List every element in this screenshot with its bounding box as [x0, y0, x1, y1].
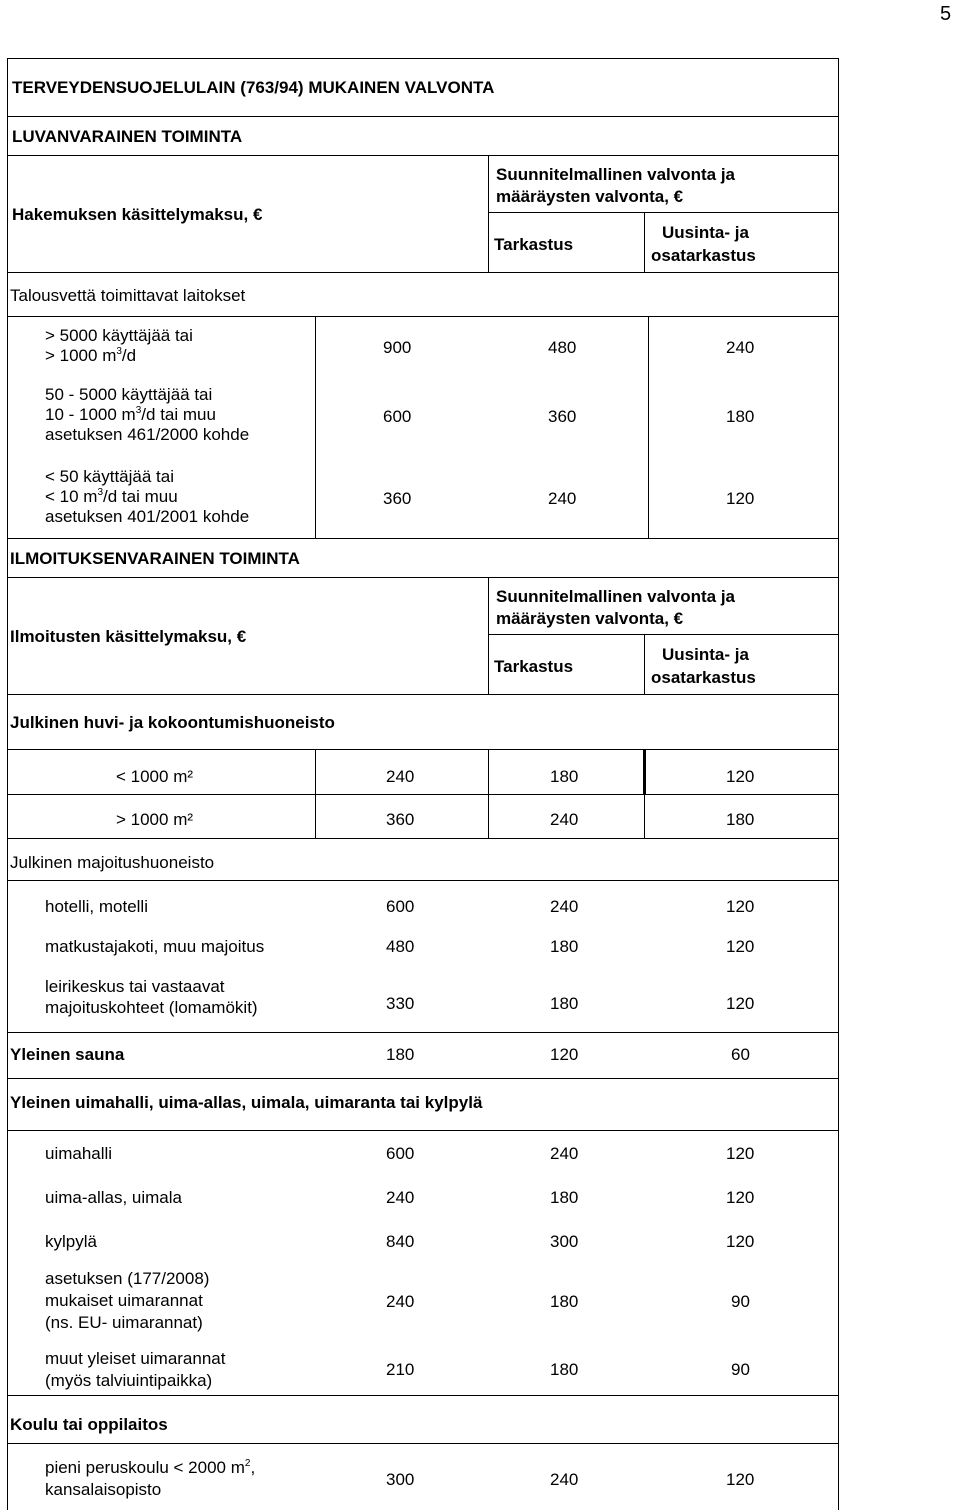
row-value-uusinta: 90 — [731, 1360, 750, 1379]
row-value-tarkastus: 240 — [548, 489, 577, 508]
header-valvonta-1b: Suunnitelmallinen valvonta ja — [496, 587, 735, 606]
row-value-tarkastus: 180 — [550, 1188, 579, 1207]
row-label-line: > 1000 $m^3/d$ — [45, 346, 137, 365]
section-huvi: Julkinen huvi- ja kokoontumishuoneisto — [10, 713, 335, 732]
row-value-hakemus: 900 — [383, 338, 412, 357]
row-value-uusinta: 120 — [726, 1144, 755, 1163]
header-uusinta-1: Uusinta- ja — [662, 223, 749, 242]
row-value-tarkastus: 180 — [550, 994, 579, 1013]
row-value-kasittely: 300 — [386, 1470, 415, 1489]
row-label — [45, 326, 193, 366]
row-value-hakemus: 360 — [383, 489, 412, 508]
row-label — [45, 1187, 182, 1209]
row-label-line: asetuksen 401/2001 kohde — [45, 507, 250, 526]
header-tarkastus: Tarkastus — [494, 235, 574, 254]
ilmoitus-label: Ilmoitusten käsittelymaksu, € — [10, 627, 247, 646]
row-value-uusinta: 120 — [726, 897, 755, 916]
row-label — [45, 467, 249, 527]
huvi-label: > 1000 m² — [116, 810, 194, 829]
row-value-hakemus: 600 — [383, 407, 412, 426]
huvi-uusinta: 180 — [726, 810, 755, 829]
section-talousvesi: Talousvettä toimittavat laitokset — [10, 286, 246, 305]
row-value-uusinta: 120 — [726, 1232, 755, 1251]
row-value-kasittely: 210 — [386, 1360, 415, 1379]
row-label — [45, 385, 249, 445]
row-label-line: majoituskohteet (lomamökit) — [45, 998, 258, 1017]
row-label-line: matkustajakoti, muu majoitus — [45, 937, 265, 956]
section-uimahalli: Yleinen uimahalli, uima-allas, uimala, uimaranta tai kylpylä — [10, 1093, 483, 1112]
row-value-kasittely: 480 — [386, 937, 415, 956]
hakemus-label: Hakemuksen käsittelymaksu, € — [12, 205, 263, 224]
row-label — [45, 1143, 112, 1165]
huvi-uusinta: 120 — [726, 767, 755, 786]
row-label — [45, 1348, 225, 1392]
row-value-tarkastus: 480 — [548, 338, 577, 357]
section-luvanvarainen: LUVANVARAINEN TOIMINTA — [12, 127, 243, 146]
row-value-uusinta: 120 — [726, 937, 755, 956]
section-koulu: Koulu tai oppilaitos — [10, 1415, 168, 1434]
row-label-line: asetuksen (177/2008) — [45, 1269, 210, 1288]
row-label-line: muut yleiset uimarannat — [45, 1349, 226, 1368]
row-label-line: (ns. EU- uimarannat) — [45, 1313, 203, 1332]
row-label-line: mukaiset uimarannat — [45, 1291, 203, 1310]
row-label — [45, 1231, 97, 1253]
row-label — [45, 1268, 209, 1334]
section-ilmoitus: ILMOITUKSENVARAINEN TOIMINTA — [10, 549, 300, 568]
row-label-line: < 50 käyttäjää tai — [45, 467, 175, 486]
huvi-tarkastus: 240 — [550, 810, 579, 829]
page-number: 5 — [940, 3, 952, 25]
row-label-line: pieni peruskoulu < 2000 $m^2$, — [45, 1458, 256, 1477]
row-value-uusinta: 120 — [726, 1470, 755, 1489]
row-value-tarkastus: 240 — [550, 1144, 579, 1163]
row-value-tarkastus: 240 — [550, 897, 579, 916]
row-label-line: kansalaisopisto — [45, 1480, 162, 1499]
row-label-line: < 10 $m^3/d$ tai muu — [45, 487, 178, 506]
row-label-line: kylpylä — [45, 1232, 97, 1251]
row-label-line: uimahalli — [45, 1144, 113, 1163]
row-label — [45, 1457, 255, 1501]
row-value-kasittely: 600 — [386, 1144, 415, 1163]
row-value-uusinta: 240 — [726, 338, 755, 357]
section-majoitus: Julkinen majoitushuoneisto — [10, 853, 215, 872]
row-label-line: hotelli, motelli — [45, 897, 148, 916]
header-uusinta-1b: Uusinta- ja — [662, 645, 749, 664]
table-title: TERVEYDENSUOJELULAIN (763/94) MUKAINEN VALVONTA — [12, 78, 495, 97]
row-label-line: leirikeskus tai vastaavat — [45, 977, 225, 996]
sauna-kasittely: 180 — [386, 1045, 415, 1064]
row-value-kasittely: 330 — [386, 994, 415, 1013]
row-label — [45, 896, 148, 917]
row-label-line: asetuksen 461/2000 kohde — [45, 425, 250, 444]
row-value-uusinta: 120 — [726, 1188, 755, 1207]
sauna-tarkastus: 120 — [550, 1045, 579, 1064]
row-value-uusinta: 120 — [726, 489, 755, 508]
huvi-label: < 1000 m² — [116, 767, 194, 786]
header-valvonta-2b: määräysten valvonta, € — [496, 609, 684, 628]
header-tarkastus-b: Tarkastus — [494, 657, 574, 676]
header-valvonta-2: määräysten valvonta, € — [496, 187, 684, 206]
row-label-line: 10 - 1000 $m^3/d$ tai muu — [45, 405, 216, 424]
row-label — [45, 976, 258, 1018]
row-value-uusinta: 120 — [726, 994, 755, 1013]
huvi-kasittely: 240 — [386, 767, 415, 786]
row-label-line: 50 - 5000 käyttäjää tai — [45, 385, 213, 404]
row-label-line: > 5000 käyttäjää tai — [45, 326, 193, 345]
sauna-uusinta: 60 — [731, 1045, 750, 1064]
row-value-tarkastus: 300 — [550, 1232, 579, 1251]
row-value-kasittely: 240 — [386, 1292, 415, 1311]
row-value-tarkastus: 180 — [550, 1292, 579, 1311]
row-value-uusinta: 180 — [726, 407, 755, 426]
header-uusinta-2b: osatarkastus — [651, 668, 756, 687]
row-value-tarkastus: 240 — [550, 1470, 579, 1489]
row-label — [45, 936, 264, 957]
header-uusinta-2: osatarkastus — [651, 246, 756, 265]
huvi-kasittely: 360 — [386, 810, 415, 829]
row-value-tarkastus: 360 — [548, 407, 577, 426]
row-label-line: (myös talviuintipaikka) — [45, 1371, 213, 1390]
row-value-kasittely: 240 — [386, 1188, 415, 1207]
row-value-kasittely: 840 — [386, 1232, 415, 1251]
header-valvonta-1: Suunnitelmallinen valvonta ja — [496, 165, 735, 184]
row-value-kasittely: 600 — [386, 897, 415, 916]
row-value-uusinta: 90 — [731, 1292, 750, 1311]
row-value-tarkastus: 180 — [550, 937, 579, 956]
row-label-line: uima-allas, uimala — [45, 1188, 182, 1207]
row-value-tarkastus: 180 — [550, 1360, 579, 1379]
huvi-tarkastus: 180 — [550, 767, 579, 786]
sauna-label: Yleinen sauna — [10, 1045, 125, 1064]
